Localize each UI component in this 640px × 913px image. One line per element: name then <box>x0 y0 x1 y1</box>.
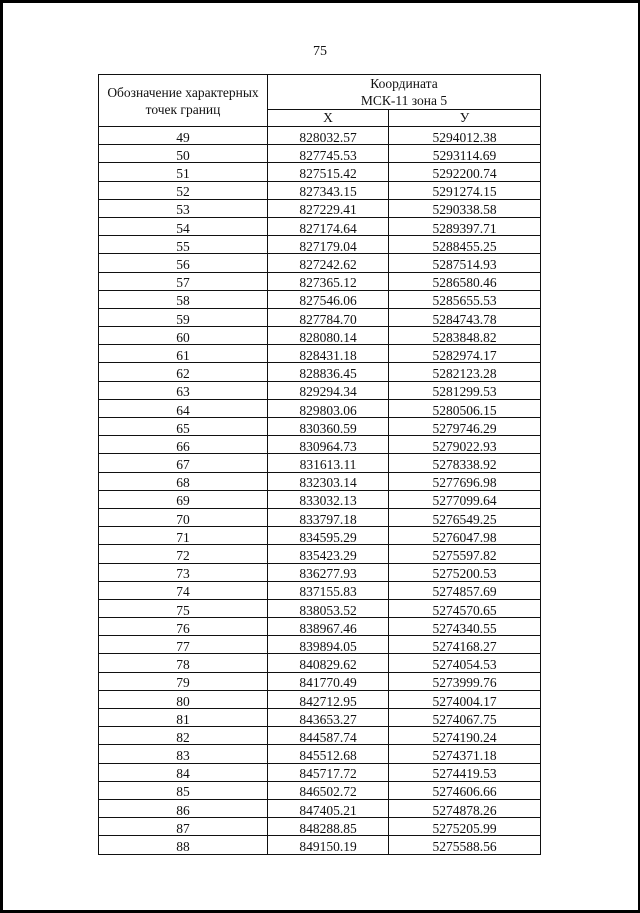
table-row <box>99 527 541 545</box>
x-coordinate-cell: 843653.27 <box>268 709 389 727</box>
table-row <box>99 290 541 308</box>
table-row <box>99 363 541 381</box>
x-coordinate-cell: 827242.62 <box>268 254 389 272</box>
y-coordinate-cell: 5274878.26 <box>389 799 541 817</box>
point-cell: 73 <box>99 563 268 581</box>
x-coordinate-cell: 829294.34 <box>268 381 389 399</box>
point-cell: 59 <box>99 308 268 326</box>
coordinates-table <box>98 74 541 855</box>
table-row <box>99 672 541 690</box>
point-cell: 81 <box>99 709 268 727</box>
y-coordinate-cell: 5288455.25 <box>389 236 541 254</box>
point-cell: 65 <box>99 418 268 436</box>
table-row <box>99 636 541 654</box>
coordinate-header <box>268 75 541 110</box>
coordinate-label: Координата <box>370 76 438 91</box>
y-coordinate-cell: 5279022.93 <box>389 436 541 454</box>
x-coordinate-cell: 827343.15 <box>268 181 389 199</box>
table-row <box>99 581 541 599</box>
table-row <box>99 199 541 217</box>
x-coordinate-cell: 827515.42 <box>268 163 389 181</box>
table-row <box>99 799 541 817</box>
x-coordinate-cell: 833797.18 <box>268 508 389 526</box>
x-coordinate-cell: 842712.95 <box>268 690 389 708</box>
x-coordinate-cell: 838053.52 <box>268 599 389 617</box>
table-row <box>99 236 541 254</box>
y-coordinate-cell: 5285655.53 <box>389 290 541 308</box>
table-header <box>99 75 541 127</box>
y-coordinate-cell: 5287514.93 <box>389 254 541 272</box>
x-coordinate-cell: 847405.21 <box>268 799 389 817</box>
table-row <box>99 618 541 636</box>
table-row <box>99 727 541 745</box>
y-coordinate-cell: 5276047.98 <box>389 527 541 545</box>
x-coordinate-cell: 827546.06 <box>268 290 389 308</box>
y-coordinate-cell: 5274570.65 <box>389 599 541 617</box>
y-coordinate-cell: 5274004.17 <box>389 690 541 708</box>
point-cell: 83 <box>99 745 268 763</box>
x-coordinate-cell: 828431.18 <box>268 345 389 363</box>
x-coordinate-cell: 828032.57 <box>268 127 389 145</box>
table-row <box>99 145 541 163</box>
scan-edge-left <box>0 0 3 913</box>
y-coordinate-cell: 5278338.92 <box>389 454 541 472</box>
y-coordinate-cell: 5281299.53 <box>389 381 541 399</box>
x-coordinate-cell: 835423.29 <box>268 545 389 563</box>
y-coordinate-cell: 5274371.18 <box>389 745 541 763</box>
point-cell: 60 <box>99 327 268 345</box>
x-column-header: Х <box>268 110 389 127</box>
point-cell: 77 <box>99 636 268 654</box>
y-coordinate-cell: 5277696.98 <box>389 472 541 490</box>
point-cell: 52 <box>99 181 268 199</box>
y-column-header: У <box>389 110 541 127</box>
y-coordinate-cell: 5275597.82 <box>389 545 541 563</box>
x-coordinate-cell: 840829.62 <box>268 654 389 672</box>
y-coordinate-cell: 5274419.53 <box>389 763 541 781</box>
y-coordinate-cell: 5294012.38 <box>389 127 541 145</box>
y-coordinate-cell: 5292200.74 <box>389 163 541 181</box>
point-cell: 71 <box>99 527 268 545</box>
point-cell: 62 <box>99 363 268 381</box>
x-coordinate-cell: 838967.46 <box>268 618 389 636</box>
point-cell: 51 <box>99 163 268 181</box>
point-cell: 84 <box>99 763 268 781</box>
point-cell: 67 <box>99 454 268 472</box>
y-coordinate-cell: 5274168.27 <box>389 636 541 654</box>
page-number: 75 <box>313 44 327 59</box>
table-row <box>99 345 541 363</box>
point-cell: 49 <box>99 127 268 145</box>
x-coordinate-cell: 830360.59 <box>268 418 389 436</box>
y-coordinate-cell: 5283848.82 <box>389 327 541 345</box>
y-coordinate-cell: 5274067.75 <box>389 709 541 727</box>
coordinate-system-label: МСК-11 зона 5 <box>360 93 448 108</box>
point-cell: 56 <box>99 254 268 272</box>
point-cell: 82 <box>99 727 268 745</box>
table-row <box>99 781 541 799</box>
y-coordinate-cell: 5282123.28 <box>389 363 541 381</box>
point-cell: 75 <box>99 599 268 617</box>
table-row <box>99 254 541 272</box>
y-coordinate-cell: 5275205.99 <box>389 818 541 836</box>
point-cell: 72 <box>99 545 268 563</box>
y-coordinate-cell: 5275200.53 <box>389 563 541 581</box>
y-coordinate-cell: 5291274.15 <box>389 181 541 199</box>
table-row <box>99 272 541 290</box>
table-row <box>99 127 541 145</box>
table-row <box>99 690 541 708</box>
scan-edge-top <box>0 0 640 3</box>
point-cell: 57 <box>99 272 268 290</box>
x-coordinate-cell: 829803.06 <box>268 399 389 417</box>
point-cell: 79 <box>99 672 268 690</box>
x-coordinate-cell: 839894.05 <box>268 636 389 654</box>
point-cell: 55 <box>99 236 268 254</box>
table-row <box>99 454 541 472</box>
x-coordinate-cell: 834595.29 <box>268 527 389 545</box>
table-body <box>99 127 541 855</box>
point-cell: 54 <box>99 217 268 235</box>
y-coordinate-cell: 5276549.25 <box>389 508 541 526</box>
point-cell: 64 <box>99 399 268 417</box>
x-coordinate-cell: 830964.73 <box>268 436 389 454</box>
point-cell: 63 <box>99 381 268 399</box>
y-coordinate-cell: 5277099.64 <box>389 490 541 508</box>
y-coordinate-cell: 5286580.46 <box>389 272 541 290</box>
x-coordinate-cell: 828080.14 <box>268 327 389 345</box>
point-cell: 53 <box>99 199 268 217</box>
point-cell: 66 <box>99 436 268 454</box>
point-cell: 85 <box>99 781 268 799</box>
y-coordinate-cell: 5274190.24 <box>389 727 541 745</box>
table-row <box>99 508 541 526</box>
points-column-header: Обозначение характерных точек границ <box>99 75 268 127</box>
y-coordinate-cell: 5274606.66 <box>389 781 541 799</box>
x-coordinate-cell: 827784.70 <box>268 308 389 326</box>
table-row <box>99 163 541 181</box>
point-cell: 69 <box>99 490 268 508</box>
point-cell: 87 <box>99 818 268 836</box>
x-coordinate-cell: 831613.11 <box>268 454 389 472</box>
table-row <box>99 217 541 235</box>
y-coordinate-cell: 5289397.71 <box>389 217 541 235</box>
table-row <box>99 490 541 508</box>
x-coordinate-cell: 827179.04 <box>268 236 389 254</box>
point-cell: 61 <box>99 345 268 363</box>
point-cell: 80 <box>99 690 268 708</box>
x-coordinate-cell: 827365.12 <box>268 272 389 290</box>
x-coordinate-cell: 844587.74 <box>268 727 389 745</box>
x-coordinate-cell: 845512.68 <box>268 745 389 763</box>
x-coordinate-cell: 836277.93 <box>268 563 389 581</box>
y-coordinate-cell: 5274340.55 <box>389 618 541 636</box>
y-coordinate-cell: 5290338.58 <box>389 199 541 217</box>
x-coordinate-cell: 837155.83 <box>268 581 389 599</box>
table-row <box>99 654 541 672</box>
point-cell: 74 <box>99 581 268 599</box>
x-coordinate-cell: 833032.13 <box>268 490 389 508</box>
point-cell: 70 <box>99 508 268 526</box>
table-row <box>99 745 541 763</box>
x-coordinate-cell: 827174.64 <box>268 217 389 235</box>
point-cell: 76 <box>99 618 268 636</box>
table-row <box>99 836 541 854</box>
x-coordinate-cell: 827745.53 <box>268 145 389 163</box>
table-row <box>99 763 541 781</box>
x-coordinate-cell: 827229.41 <box>268 199 389 217</box>
y-coordinate-cell: 5274857.69 <box>389 581 541 599</box>
y-coordinate-cell: 5282974.17 <box>389 345 541 363</box>
y-coordinate-cell: 5274054.53 <box>389 654 541 672</box>
y-coordinate-cell: 5284743.78 <box>389 308 541 326</box>
table-row <box>99 545 541 563</box>
point-cell: 50 <box>99 145 268 163</box>
x-coordinate-cell: 849150.19 <box>268 836 389 854</box>
x-coordinate-cell: 832303.14 <box>268 472 389 490</box>
y-coordinate-cell: 5279746.29 <box>389 418 541 436</box>
table-row <box>99 381 541 399</box>
x-coordinate-cell: 841770.49 <box>268 672 389 690</box>
y-coordinate-cell: 5280506.15 <box>389 399 541 417</box>
x-coordinate-cell: 828836.45 <box>268 363 389 381</box>
table-row <box>99 327 541 345</box>
table-row <box>99 818 541 836</box>
table-row <box>99 563 541 581</box>
table-row <box>99 472 541 490</box>
table-row <box>99 181 541 199</box>
y-coordinate-cell: 5293114.69 <box>389 145 541 163</box>
table-row <box>99 308 541 326</box>
y-coordinate-cell: 5275588.56 <box>389 836 541 854</box>
point-cell: 68 <box>99 472 268 490</box>
x-coordinate-cell: 848288.85 <box>268 818 389 836</box>
x-coordinate-cell: 846502.72 <box>268 781 389 799</box>
point-cell: 88 <box>99 836 268 854</box>
y-coordinate-cell: 5273999.76 <box>389 672 541 690</box>
x-coordinate-cell: 845717.72 <box>268 763 389 781</box>
table-row <box>99 436 541 454</box>
point-cell: 78 <box>99 654 268 672</box>
table-row <box>99 418 541 436</box>
point-cell: 86 <box>99 799 268 817</box>
table-row <box>99 399 541 417</box>
point-cell: 58 <box>99 290 268 308</box>
table-row <box>99 709 541 727</box>
table-row <box>99 599 541 617</box>
